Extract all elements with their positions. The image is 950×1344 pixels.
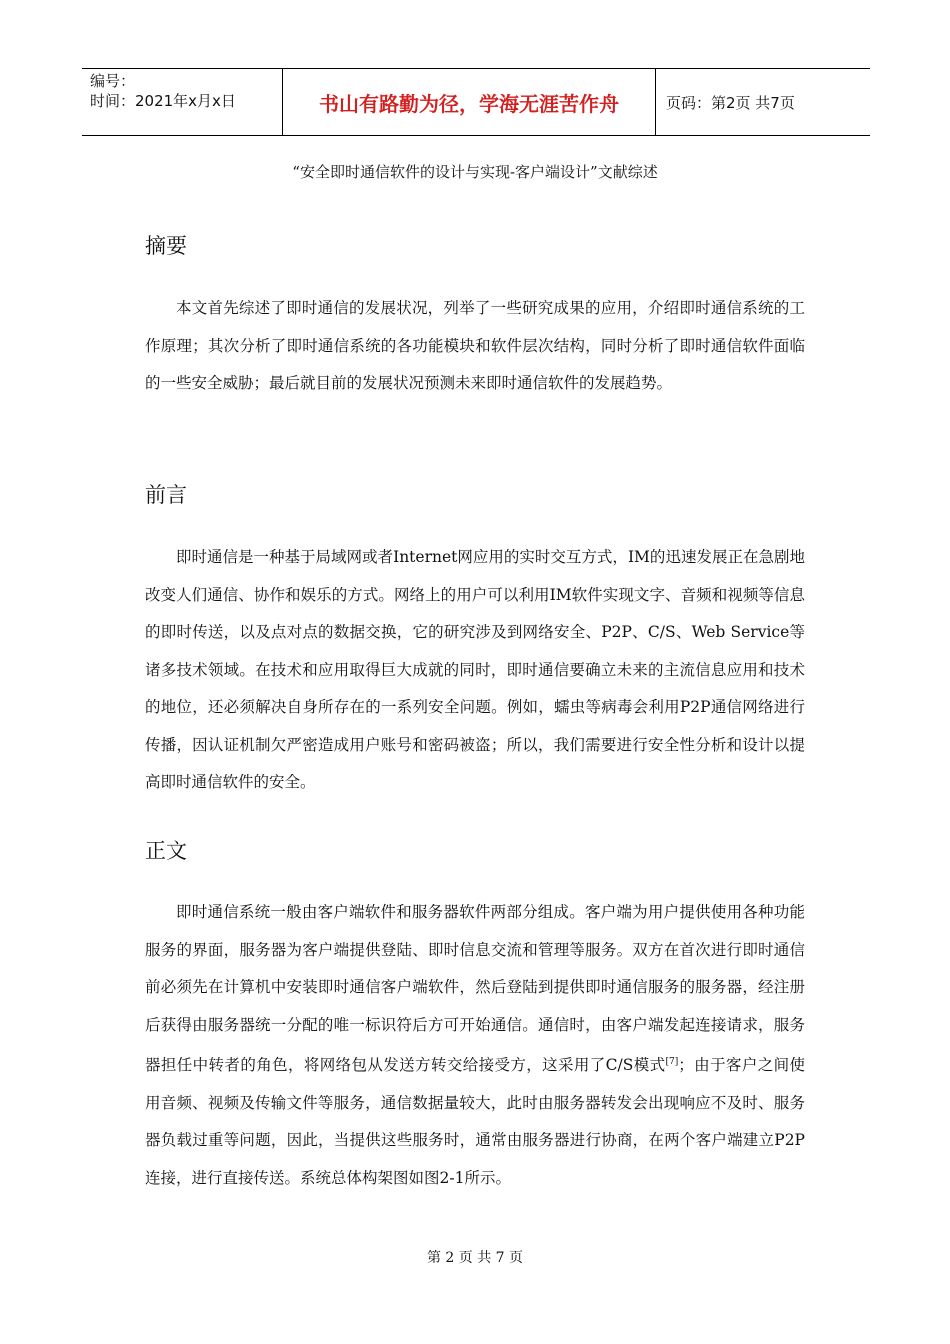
header-motto: 书山有路勤为径，学海无涯苦作舟 — [282, 69, 656, 135]
header-page-label: 页码：第2页 共7页 — [666, 93, 795, 112]
document-title: “安全即时通信软件的设计与实现-客户端设计”文献综述 — [292, 163, 658, 181]
body-paragraph — [145, 894, 805, 1197]
abstract-paragraph: 本文首先综述了即时通信的发展状况，列举了一些研究成果的应用，介绍即时通信系统的工作原理；其次分析了即时通信系统的各功能模块和软件层次结构，同时分析了即时通信软件面临的一些安全威胁；最后就目前的发展状况预测未来即时通信软件的发展趋势。 — [145, 299, 805, 392]
header-meta — [82, 69, 282, 135]
preface-paragraph: 即时通信是一种基于局域网或者Internet网应用的实时交互方式，IM的迅速发展正在急剧地改变人们通信、协作和娱乐的方式。网络上的用户可以利用IM软件实现文字、音频和视频等信息的即时传送，以及点对点的数据交换，它的研究涉及到网络安全、P2P、C/S、Web Service等诸多技术领域。在技术和应用取得巨大成就的同时，即时通信要确立未来的主流信息应用和技术的地位，还必须解决自身所存在的一系列安全问题。例如，蠕虫等病毒会利用P2P通信网络进行传播，因认证机制欠严密造成用户账号和密码被盗；所以，我们需要进行安全性分析和设计以提高即时通信软件的安全。 — [145, 548, 805, 791]
time-label: 时间：2021年x月x日 — [90, 92, 236, 110]
number-label: 编号： — [90, 72, 136, 90]
page-header — [82, 68, 870, 136]
section-heading-body: 正文 — [145, 839, 187, 863]
citation-marker: [7] — [665, 1057, 679, 1067]
page-footer: 第 2 页 共 7 页 — [426, 1250, 524, 1266]
body-text-part2: ；由于客户之间使用音频、视频及传输文件等服务，通信数据量较大，此时由服务器转发会出现响应不及时、服务器负载过重等问题，因此，当提供这些服务时，通常由服务器进行协商，在两个客户端建立P2P连接，进行直接传送。系统总体构架图如图2-1所示。 — [145, 1056, 805, 1187]
section-heading-abstract: 摘要 — [145, 234, 187, 258]
body-text-part1: 即时通信系统一般由客户端软件和服务器软件两部分组成。客户端为用户提供使用各种功能服务的界面，服务器为客户端提供登陆、即时信息交流和管理等服务。双方在首次进行即时通信前必须先在计算机中安装即时通信客户端软件，然后登陆到提供即时通信服务的服务器，经注册后获得由服务器统一分配的唯一标识符后方可开始通信。通信时，由客户端发起连接请求，服务器担任中转者的角色，将网络包从发送方转交给接受方，这采用了C/S模式 — [145, 903, 805, 1075]
section-heading-preface: 前言 — [145, 483, 187, 507]
